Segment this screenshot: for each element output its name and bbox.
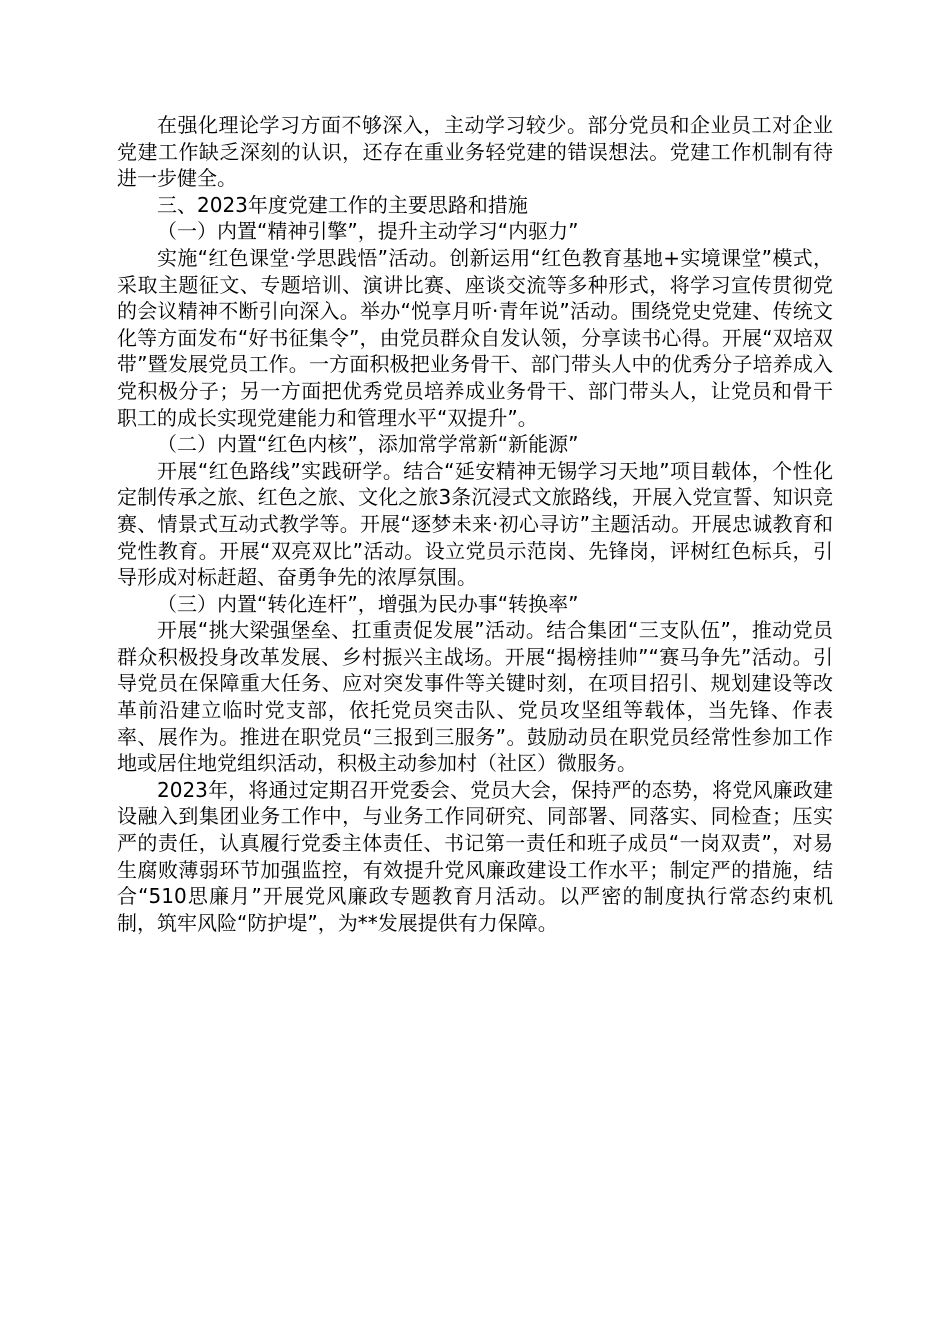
subheading-2: （二）内置“红色内核”，添加常学常新“新能源”: [157, 432, 579, 457]
paragraph-1: 实施“红色课堂·学思践悟”活动。创新运用“红色教育基地+实境课堂”模式，采取主题征文、专题培训、演讲比赛、座谈交流等多种形式，将学习宣传贯彻党的会议精神不断引向深入。举办“悦享月听·青年说”活动。围绕党史党建、传统文化等方面发布“好书征集令”，由党员群众自发认领，分享读书心得。开展“双培双带”暨发展党员工作。一方面积极把业务骨干、部门带头人中的优秀分子培养成入党积极分子；另一方面把优秀党员培养成业务骨干、部门带头人，让党员和骨干职工的成长实现党建能力和管理水平“双提升”。: [117, 245, 833, 430]
paragraph-intro: 在强化理论学习方面不够深入，主动学习较少。部分党员和企业员工对企业党建工作缺乏深刻的认识，还存在重业务轻党建的错误想法。党建工作机制有待进一步健全。: [117, 113, 833, 191]
subheading-3: （三）内置“转化连杆”，增强为民办事“转换率”: [157, 591, 579, 616]
paragraph-3: 开展“挑大梁强堡垒、扛重责促发展”活动。结合集团“三支队伍”，推动党员群众积极投身改革发展、乡村振兴主战场。开展“揭榜挂帅”“赛马争先”活动。引导党员在保障重大任务、应对突发事件等关键时刻，在项目招引、规划建设等改革前沿建立临时党支部，依托党员突击队、党员攻坚组等载体，当先锋、作表率、展作为。推进在职党员“三报到三服务”。鼓励动员在职党员经常性参加工作地或居住地党组织活动，积极主动参加村（社区）微服务。: [117, 618, 833, 776]
section-heading: 三、2023年度党建工作的主要思路和措施: [157, 192, 528, 217]
paragraph-2: 开展“红色路线”实践研学。结合“延安精神无锡学习天地”项目载体，个性化定制传承之旅、红色之旅、文化之旅3条沉浸式文旅路线，开展入党宣誓、知识竞赛、情景式互动式教学等。开展“逐梦未来·初心寻访”主题活动。开展忠诚教育和党性教育。开展“双亮双比”活动。设立党员示范岗、先锋岗，评树红色标兵，引导形成对标赶超、奋勇争先的浓厚氛围。: [117, 458, 833, 590]
paragraph-conclusion: 2023年，将通过定期召开党委会、党员大会，保持严的态势，将党风廉政建设融入到集团业务工作中，与业务工作同研究、同部署、同落实、同检查；压实严的责任，认真履行党委主体责任、书记第一责任和班子成员“一岗双责”，对易生腐败薄弱环节加强监控，有效提升党风廉政建设工作水平；制定严的措施，结合“510思廉月”开展党风廉政专题教育月活动。以严密的制度执行常态约束机制，筑牢风险“防护堤”，为**发展提供有力保障。: [117, 777, 833, 935]
subheading-1: （一）内置“精神引擎”，提升主动学习“内驱力”: [157, 219, 579, 244]
document-body: [117, 112, 833, 936]
